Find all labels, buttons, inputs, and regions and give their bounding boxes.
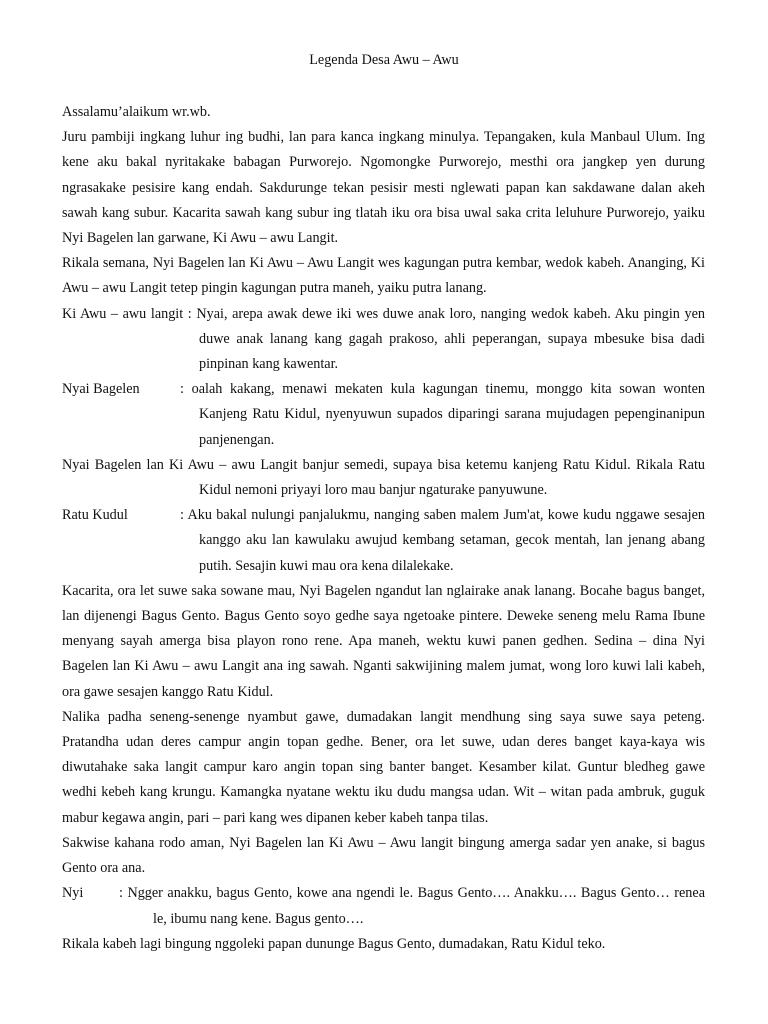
dialogue-speaker: Nyai Bagelen: [62, 381, 140, 398]
document-title: Legenda Desa Awu – Awu: [309, 52, 459, 68]
dialogue-text: : oalah kakang, menawi mekaten kula kagungan tinemu, monggo kita sowan wonten Kanjeng Ratu Kidul, nyenyuwun supados diparingi sarana mujudagen pepenginanipun panjenengan.: [180, 381, 705, 448]
paragraph: Nalika padha seneng-senenge nyambut gawe, dumadakan langit mendhung sing saya suwe saya peteng. Pratandha udan deres campur angin topan gedhe. Bener, ora let suwe, udan deres banget kaya-kaya wis diwutahake saka langit campur karo angin topan sing banter banget. Kesamber kilat. Guntur bledheg gawe wedhi kebeh kang krungu. Kamangka nyatane wektu iku dudu mangsa udan. Wit – witan pada ambruk, guguk mabur kegawa angin, pari – pari kang wes dipanen keber kabeh tanpa tilas.: [62, 708, 705, 826]
paragraph: Juru pambiji ingkang luhur ing budhi, lan para kanca ingkang minulya. Tepangaken, kula Manbaul Ulum. Ing kene aku bakal nyritakake babagan Purworejo. Ngomongke Purworejo, mesthi ora jangkep yen durung ngrasakake pesisire kang endah. Sakdurunge tekan pesisir mesti nglewati papan kan sakdawane dalan akeh sawah kang subur. Kacarita sawah kang subur ing tlatah iku ora bisa uwal saka crita leluhure Purworejo, yaiku Nyi Bagelen lan garwane, Ki Awu – awu Langit.: [62, 129, 705, 247]
dialogue-speaker: Nyi: [62, 885, 84, 902]
dialogue-nyi: [62, 881, 705, 931]
paragraph: Sakwise kahana rodo aman, Nyi Bagelen lan Ki Awu – Awu langit bingung amerga sadar yen anake, si bagus Gento ora ana.: [62, 834, 705, 877]
dialogue-text: : Aku bakal nulungi panjalukmu, nanging saben malem Jum'at, kowe kudu nggawe sesajen kanggo aku lan kawulaku awujud kembang setaman, gecok mentah, lan jenang abang putih. Sesajin kuwi mau ora kena dilalekake.: [180, 507, 705, 574]
dialogue-ratu-kudul: [62, 503, 705, 579]
dialogue-text: Ki Awu – awu langit : Nyai, arepa awak dewe iki wes duwe anak loro, nanging wedok kabeh. Aku pingin yen duwe anak lanang kang gagah prakoso, ahli peperangan, supaya mbesuke bisa dadi pinpinan kang kawentar.: [62, 305, 705, 373]
narration: [62, 453, 705, 503]
dialogue-nyai-bagelen: [62, 377, 705, 453]
greeting: Assalamu’alaikum wr.wb.: [62, 104, 211, 120]
narration-text: Nyai Bagelen lan Ki Awu – awu Langit banjur semedi, supaya bisa ketemu kanjeng Ratu Kidul. Rikala Ratu Kidul nemoni priyayi loro mau banjur ngaturake panyuwune.: [62, 456, 705, 499]
document-body: [62, 100, 705, 957]
paragraph: Kacarita, ora let suwe saka sowane mau, Nyi Bagelen ngandut lan nglairake anak lanang. Bocahe bagus banget, lan dijenengi Bagus Gento. Bagus Gento soyo gedhe saya ngetoake pintere. Deweke seneng melu Rama Ibune menyang sayah amerga bisa playon rono rene. Apa maneh, wektu kuwi panen gedhen. Sedina – dina Nyi Bagelen lan Ki Awu – awu Langit ana ing sawah. Nganti sakwijining malem jumat, wong loro kuwi lali kabeh, ora gawe sesajen kanggo Ratu Kidul.: [62, 582, 705, 700]
dialogue-text: : Ngger anakku, bagus Gento, kowe ana ngendi le. Bagus Gento…. Anakku…. Bagus Gento… renea le, ibumu nang kene. Bagus gento….: [119, 885, 705, 927]
closing-paragraph: Rikala kabeh lagi bingung nggoleki papan dununge Bagus Gento, dumadakan, Ratu Kidul teko.: [62, 935, 606, 952]
dialogue-ki-awu: [62, 302, 705, 378]
paragraph: Rikala semana, Nyi Bagelen lan Ki Awu – Awu Langit wes kagungan putra kembar, wedok kabeh. Ananging, Ki Awu – awu Langit tetep pingin kagungan putra maneh, yaiku putra lanang.: [62, 255, 705, 297]
dialogue-speaker: Ratu Kudul: [62, 507, 128, 524]
